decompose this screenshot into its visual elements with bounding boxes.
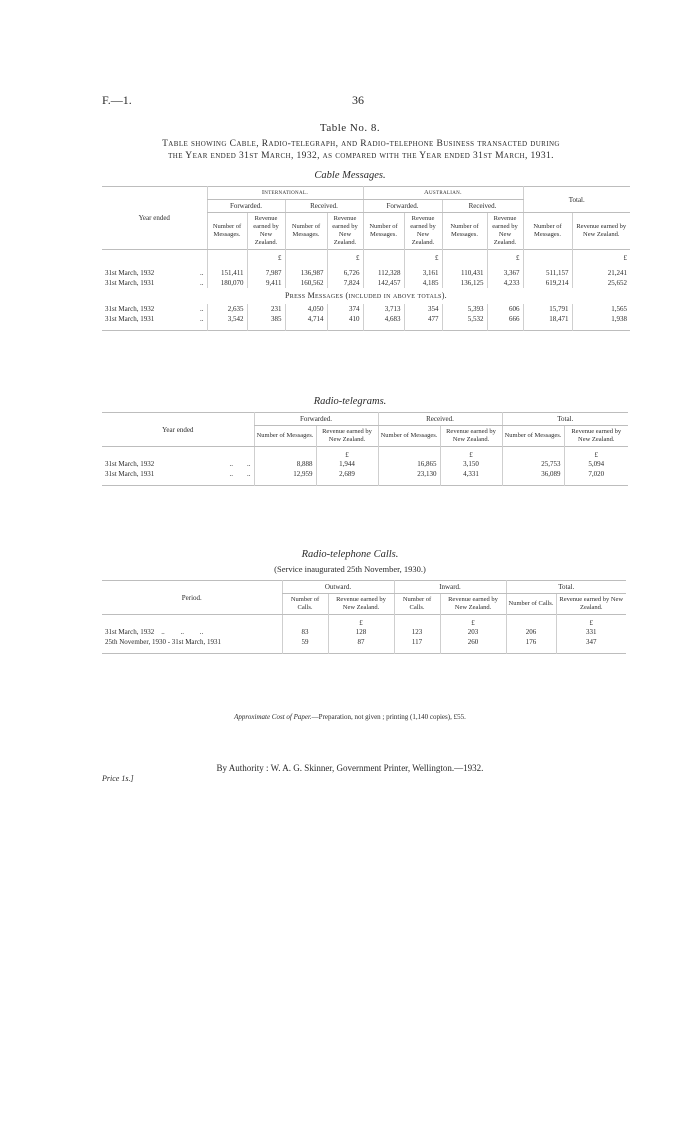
cell: 12,959 — [254, 469, 316, 479]
cell: 110,431 — [442, 268, 487, 278]
cable-aus-received-header: Received. — [442, 200, 523, 213]
radio-total-header: Total. — [502, 413, 628, 426]
phone-col-revenue: Revenue earned by New Zealand. — [440, 594, 506, 615]
cell: 16,865 — [378, 459, 440, 469]
cell: 4,714 — [285, 314, 327, 324]
approximate-cost-text: —Preparation, not given ; printing (1,140 copies), £55. — [311, 713, 466, 721]
row-leader-dots: .. — [200, 269, 204, 277]
row-label: 31st March, 1932 — [105, 460, 155, 468]
price-note: Price 1s.] — [102, 774, 134, 783]
cell: 231 — [247, 304, 285, 314]
cell: 347 — [556, 637, 626, 647]
table-title — [96, 138, 626, 162]
cable-col-number: Number of Messages. — [523, 213, 572, 250]
approximate-cost-note — [0, 713, 700, 721]
currency-mark: £ — [487, 250, 523, 263]
cell: 7,824 — [327, 278, 363, 288]
cell: 18,471 — [523, 314, 572, 324]
cell: 666 — [487, 314, 523, 324]
phone-col-revenue: Revenue earned by New Zealand. — [556, 594, 626, 615]
row-label: 31st March, 1931 — [105, 470, 155, 478]
cell: 385 — [247, 314, 285, 324]
press-messages-subtitle: Press Messages (included in above totals). — [285, 291, 447, 300]
cable-col-number: Number of Messages. — [285, 213, 327, 250]
cell: 606 — [487, 304, 523, 314]
row-leader-dots: .. .. — [229, 470, 251, 478]
cable-international-header: International. — [207, 187, 363, 200]
cell: 3,150 — [440, 459, 502, 469]
cable-messages-table — [102, 186, 630, 331]
cable-year-ended-header: Year ended — [102, 187, 207, 250]
phone-total-header: Total. — [506, 581, 626, 594]
row-label: 31st March, 1931 — [105, 279, 155, 287]
row-label: 31st March, 1932 .. .. .. — [105, 628, 204, 636]
table-row — [102, 637, 626, 647]
cell: 23,130 — [378, 469, 440, 479]
phone-col-number: Number of Calls. — [506, 594, 556, 615]
cell: 4,050 — [285, 304, 327, 314]
cell: 25,652 — [572, 278, 630, 288]
cell: 206 — [506, 627, 556, 637]
cell: 112,328 — [363, 268, 404, 278]
radio-col-revenue: Revenue earned by New Zealand. — [564, 426, 628, 447]
currency-mark: £ — [328, 615, 394, 628]
cell: 511,157 — [523, 268, 572, 278]
cell: 5,393 — [442, 304, 487, 314]
currency-mark: £ — [404, 250, 442, 263]
radio-year-ended-header: Year ended — [102, 413, 254, 447]
approximate-cost-label: Approximate Cost of Paper. — [234, 713, 312, 721]
phone-col-number: Number of Calls. — [282, 594, 328, 615]
phone-period-header: Period. — [102, 581, 282, 615]
table-row — [102, 314, 630, 324]
phone-outward-header: Outward. — [282, 581, 394, 594]
cell: 374 — [327, 304, 363, 314]
cable-col-revenue: Revenue earned by New Zealand. — [487, 213, 523, 250]
cell: 21,241 — [572, 268, 630, 278]
cell: 4,185 — [404, 278, 442, 288]
cell: 117 — [394, 637, 440, 647]
row-label: 31st March, 1932 — [105, 305, 155, 313]
cell: 477 — [404, 314, 442, 324]
table-row — [102, 268, 630, 278]
currency-mark: £ — [556, 615, 626, 628]
currency-mark: £ — [572, 250, 630, 263]
row-label: 31st March, 1931 — [105, 315, 155, 323]
table-title-line-2: the Year ended 31st March, 1932, as compared with the Year ended 31st March, 1931. — [168, 151, 554, 161]
cable-col-revenue: Revenue earned by New Zealand. — [327, 213, 363, 250]
cell: 3,367 — [487, 268, 523, 278]
cell: 176 — [506, 637, 556, 647]
cell: 3,713 — [363, 304, 404, 314]
cell: 2,635 — [207, 304, 247, 314]
cell: 87 — [328, 637, 394, 647]
currency-mark: £ — [440, 447, 502, 460]
cell: 4,683 — [363, 314, 404, 324]
cell: 5,532 — [442, 314, 487, 324]
cable-australian-header: Australian. — [363, 187, 523, 200]
cable-col-revenue: Revenue earned by New Zealand. — [404, 213, 442, 250]
cable-intl-forwarded-header: Forwarded. — [207, 200, 285, 213]
radio-received-header: Received. — [378, 413, 502, 426]
cell: 9,411 — [247, 278, 285, 288]
currency-mark: £ — [316, 447, 378, 460]
cell: 1,938 — [572, 314, 630, 324]
cell: 7,020 — [564, 469, 628, 479]
radio-col-revenue: Revenue earned by New Zealand. — [440, 426, 502, 447]
cell: 4,233 — [487, 278, 523, 288]
phone-col-revenue: Revenue earned by New Zealand. — [328, 594, 394, 615]
table-title-line-1: Table showing Cable, Radio-telegraph, and Radio-telephone Business transacted during — [162, 139, 560, 149]
cell: 136,125 — [442, 278, 487, 288]
cable-messages-title: Cable Messages. — [314, 170, 386, 181]
cell: 619,214 — [523, 278, 572, 288]
cell: 136,987 — [285, 268, 327, 278]
cell: 5,094 — [564, 459, 628, 469]
cell: 15,791 — [523, 304, 572, 314]
cell: 59 — [282, 637, 328, 647]
cell: 203 — [440, 627, 506, 637]
currency-mark: £ — [247, 250, 285, 263]
cell: 260 — [440, 637, 506, 647]
page-number: 36 — [352, 93, 364, 107]
cable-col-revenue: Revenue earned by New Zealand. — [572, 213, 630, 250]
radio-telegrams-table — [102, 412, 628, 486]
cable-col-number: Number of Messages. — [207, 213, 247, 250]
row-leader-dots: .. — [200, 279, 204, 287]
radio-col-revenue: Revenue earned by New Zealand. — [316, 426, 378, 447]
radio-telephone-subtitle: (Service inaugurated 25th November, 1930.) — [274, 564, 426, 574]
row-label: 31st March, 1932 — [105, 269, 155, 277]
currency-mark: £ — [564, 447, 628, 460]
cell: 3,161 — [404, 268, 442, 278]
radio-forwarded-header: Forwarded. — [254, 413, 378, 426]
cell: 410 — [327, 314, 363, 324]
cell: 128 — [328, 627, 394, 637]
cable-col-revenue: Revenue earned by New Zealand. — [247, 213, 285, 250]
currency-mark: £ — [440, 615, 506, 628]
currency-mark: £ — [327, 250, 363, 263]
printer-authority-line: By Authority : W. A. G. Skinner, Government Printer, Wellington.—1932. — [216, 763, 484, 773]
cell: 25,753 — [502, 459, 564, 469]
cable-aus-forwarded-header: Forwarded. — [363, 200, 442, 213]
cable-col-number: Number of Messages. — [442, 213, 487, 250]
radio-col-number: Number of Messages. — [254, 426, 316, 447]
radio-telephone-table — [102, 580, 626, 654]
table-row — [102, 304, 630, 314]
cell: 8,888 — [254, 459, 316, 469]
row-leader-dots: .. .. — [229, 460, 251, 468]
cell: 1,944 — [316, 459, 378, 469]
phone-inward-header: Inward. — [394, 581, 506, 594]
table-row — [102, 469, 628, 479]
cell: 2,689 — [316, 469, 378, 479]
radio-telephone-title: Radio-telephone Calls. — [301, 549, 399, 560]
cable-total-header: Total. — [523, 187, 630, 213]
page-id: F.—1. — [102, 93, 132, 107]
row-label: 25th November, 1930 - 31st March, 1931 — [105, 638, 221, 646]
cell: 354 — [404, 304, 442, 314]
row-leader-dots: .. — [200, 315, 204, 323]
cell: 36,089 — [502, 469, 564, 479]
phone-col-number: Number of Calls. — [394, 594, 440, 615]
cable-col-number: Number of Messages. — [363, 213, 404, 250]
cell: 142,457 — [363, 278, 404, 288]
radio-col-number: Number of Messages. — [378, 426, 440, 447]
cell: 4,331 — [440, 469, 502, 479]
cell: 180,070 — [207, 278, 247, 288]
cell: 83 — [282, 627, 328, 637]
cell: 151,411 — [207, 268, 247, 278]
radio-telegrams-title: Radio-telegrams. — [313, 396, 387, 407]
cable-intl-received-header: Received. — [285, 200, 363, 213]
cell: 1,565 — [572, 304, 630, 314]
cell: 6,726 — [327, 268, 363, 278]
table-number: Table No. 8. — [319, 122, 381, 134]
table-row — [102, 459, 628, 469]
cell: 160,562 — [285, 278, 327, 288]
table-row — [102, 278, 630, 288]
cell: 331 — [556, 627, 626, 637]
row-leader-dots: .. — [200, 305, 204, 313]
cell: 3,542 — [207, 314, 247, 324]
radio-col-number: Number of Messages. — [502, 426, 564, 447]
cell: 123 — [394, 627, 440, 637]
cell: 7,987 — [247, 268, 285, 278]
table-row — [102, 627, 626, 637]
